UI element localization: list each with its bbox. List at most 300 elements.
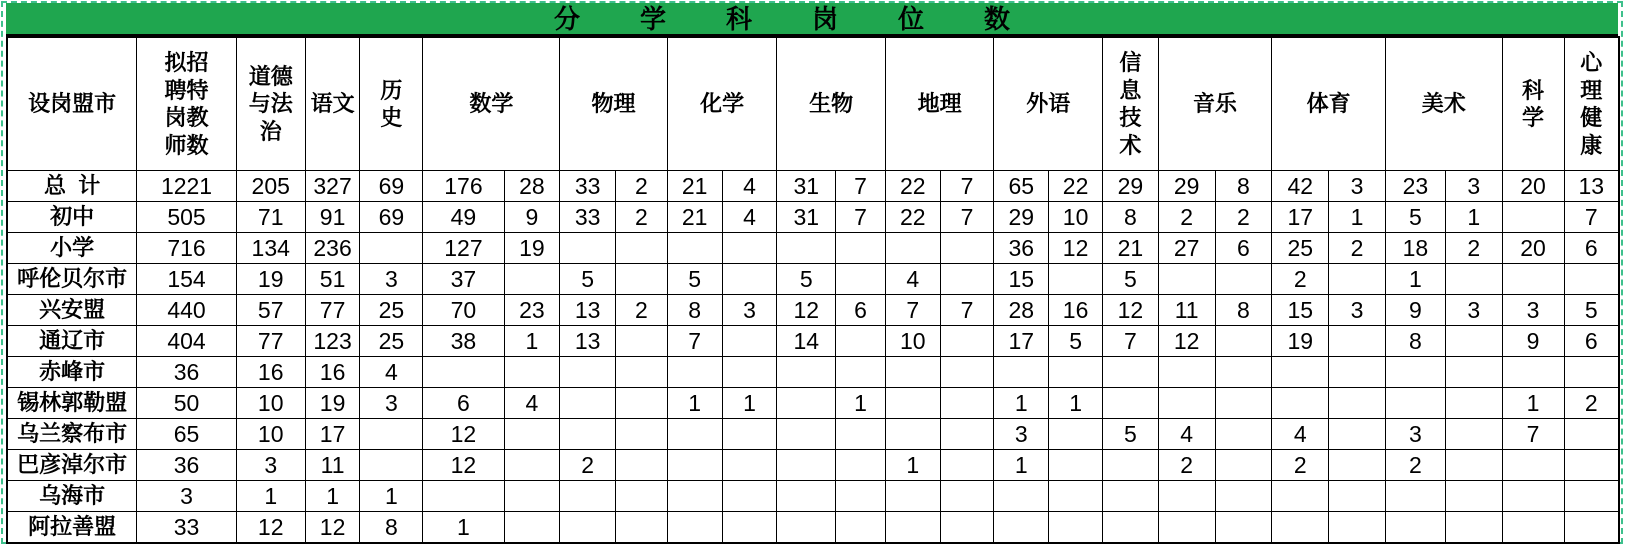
cell[interactable]: 327: [305, 171, 360, 202]
cell[interactable]: [1049, 357, 1103, 388]
cell[interactable]: 5: [1564, 295, 1619, 326]
cell[interactable]: 31: [777, 171, 836, 202]
cell[interactable]: 16: [236, 357, 305, 388]
cell[interactable]: 6: [1564, 233, 1619, 264]
cell[interactable]: 36: [137, 357, 236, 388]
cell[interactable]: 25: [360, 326, 423, 357]
cell[interactable]: 22: [885, 202, 940, 233]
cell[interactable]: [1445, 357, 1502, 388]
cell[interactable]: [836, 357, 886, 388]
cell[interactable]: 49: [423, 202, 504, 233]
header-cell[interactable]: [360, 37, 423, 171]
cell[interactable]: 1221: [137, 171, 236, 202]
cell[interactable]: 2: [616, 171, 668, 202]
cell[interactable]: [940, 481, 994, 512]
cell[interactable]: 13: [560, 326, 616, 357]
cell[interactable]: 4: [1158, 419, 1215, 450]
title-bar[interactable]: [6, 3, 1618, 36]
cell[interactable]: 21: [667, 171, 722, 202]
cell[interactable]: 29: [1158, 171, 1215, 202]
cell[interactable]: 1: [1502, 388, 1564, 419]
cell[interactable]: 10: [236, 419, 305, 450]
cell[interactable]: [360, 233, 423, 264]
cell[interactable]: [722, 450, 777, 481]
cell[interactable]: 23: [504, 295, 560, 326]
cell[interactable]: [1215, 264, 1272, 295]
cell[interactable]: 29: [994, 202, 1049, 233]
cell[interactable]: [885, 357, 940, 388]
cell[interactable]: 3: [1445, 171, 1502, 202]
cell[interactable]: [1215, 481, 1272, 512]
cell[interactable]: [1102, 481, 1158, 512]
cell[interactable]: 21: [1102, 233, 1158, 264]
cell[interactable]: 19: [504, 233, 560, 264]
cell[interactable]: [1502, 450, 1564, 481]
cell[interactable]: 127: [423, 233, 504, 264]
cell[interactable]: [1445, 264, 1502, 295]
cell[interactable]: 7: [1502, 419, 1564, 450]
cell[interactable]: [1272, 357, 1329, 388]
cell[interactable]: [1445, 512, 1502, 544]
cell[interactable]: 12: [1049, 233, 1103, 264]
cell[interactable]: [667, 512, 722, 544]
cell[interactable]: 13: [560, 295, 616, 326]
cell[interactable]: [777, 419, 836, 450]
cell[interactable]: 7: [885, 295, 940, 326]
cell[interactable]: 70: [423, 295, 504, 326]
cell[interactable]: [777, 233, 836, 264]
cell[interactable]: [1102, 450, 1158, 481]
cell[interactable]: [940, 388, 994, 419]
cell[interactable]: 1: [885, 450, 940, 481]
cell[interactable]: 27: [1158, 233, 1215, 264]
cell[interactable]: 2: [1329, 233, 1386, 264]
cell[interactable]: 8: [1215, 295, 1272, 326]
row-label[interactable]: 初中: [7, 202, 137, 233]
cell[interactable]: [1564, 419, 1619, 450]
cell[interactable]: 69: [360, 202, 423, 233]
cell[interactable]: [885, 481, 940, 512]
cell[interactable]: [1564, 512, 1619, 544]
cell[interactable]: [836, 233, 886, 264]
cell[interactable]: 5: [1385, 202, 1445, 233]
cell[interactable]: 10: [1049, 202, 1103, 233]
row-label[interactable]: 乌兰察布市: [7, 419, 137, 450]
cell[interactable]: 9: [504, 202, 560, 233]
cell[interactable]: 33: [137, 512, 236, 544]
cell[interactable]: 10: [885, 326, 940, 357]
cell[interactable]: 7: [836, 171, 886, 202]
cell[interactable]: 51: [305, 264, 360, 295]
cell[interactable]: 3: [722, 295, 777, 326]
cell[interactable]: [940, 419, 994, 450]
header-cell[interactable]: [1385, 37, 1502, 171]
cell[interactable]: [777, 357, 836, 388]
cell[interactable]: 36: [137, 450, 236, 481]
cell[interactable]: [504, 357, 560, 388]
cell[interactable]: 3: [1329, 295, 1386, 326]
cell[interactable]: [616, 233, 668, 264]
cell[interactable]: [1445, 481, 1502, 512]
cell[interactable]: 20: [1502, 171, 1564, 202]
cell[interactable]: 28: [994, 295, 1049, 326]
cell[interactable]: 1: [1049, 388, 1103, 419]
cell[interactable]: [1564, 264, 1619, 295]
cell[interactable]: 50: [137, 388, 236, 419]
cell[interactable]: [1158, 481, 1215, 512]
cell[interactable]: [777, 388, 836, 419]
cell[interactable]: [1445, 419, 1502, 450]
cell[interactable]: [722, 419, 777, 450]
cell[interactable]: 8: [1102, 202, 1158, 233]
cell[interactable]: [994, 357, 1049, 388]
cell[interactable]: [836, 419, 886, 450]
cell[interactable]: 3: [1385, 419, 1445, 450]
cell[interactable]: 6: [423, 388, 504, 419]
cell[interactable]: 505: [137, 202, 236, 233]
cell[interactable]: 3: [360, 388, 423, 419]
cell[interactable]: [616, 419, 668, 450]
cell[interactable]: [722, 481, 777, 512]
cell[interactable]: 29: [1102, 171, 1158, 202]
cell[interactable]: [1272, 512, 1329, 544]
row-label[interactable]: 锡林郭勒盟: [7, 388, 137, 419]
cell[interactable]: 716: [137, 233, 236, 264]
cell[interactable]: [504, 450, 560, 481]
cell[interactable]: [360, 450, 423, 481]
cell[interactable]: 3: [1329, 171, 1386, 202]
cell[interactable]: 5: [1049, 326, 1103, 357]
cell[interactable]: [1215, 419, 1272, 450]
corner-header-cell[interactable]: 设岗盟市: [7, 37, 137, 171]
cell[interactable]: [1564, 450, 1619, 481]
cell[interactable]: [1102, 512, 1158, 544]
cell[interactable]: [1445, 388, 1502, 419]
header-cell[interactable]: [1272, 37, 1386, 171]
cell[interactable]: [560, 357, 616, 388]
cell[interactable]: 21: [667, 202, 722, 233]
cell[interactable]: [722, 233, 777, 264]
cell[interactable]: 15: [994, 264, 1049, 295]
cell[interactable]: [994, 481, 1049, 512]
cell[interactable]: 154: [137, 264, 236, 295]
row-label[interactable]: 总 计: [7, 171, 137, 202]
header-cell[interactable]: [1158, 37, 1272, 171]
cell[interactable]: [560, 388, 616, 419]
cell[interactable]: [1215, 512, 1272, 544]
cell[interactable]: 31: [777, 202, 836, 233]
cell[interactable]: [885, 388, 940, 419]
row-label[interactable]: 巴彦淖尔市: [7, 450, 137, 481]
cell[interactable]: [504, 512, 560, 544]
cell[interactable]: 3: [994, 419, 1049, 450]
cell[interactable]: [504, 419, 560, 450]
cell[interactable]: [1049, 264, 1103, 295]
cell[interactable]: 12: [1102, 295, 1158, 326]
cell[interactable]: 36: [994, 233, 1049, 264]
cell[interactable]: 2: [1445, 233, 1502, 264]
cell[interactable]: 12: [305, 512, 360, 544]
cell[interactable]: [1445, 326, 1502, 357]
cell[interactable]: 236: [305, 233, 360, 264]
cell[interactable]: 1: [1445, 202, 1502, 233]
cell[interactable]: 7: [940, 202, 994, 233]
cell[interactable]: [836, 326, 886, 357]
cell[interactable]: [940, 264, 994, 295]
cell[interactable]: [1385, 512, 1445, 544]
cell[interactable]: [1215, 450, 1272, 481]
row-label[interactable]: 呼伦贝尔市: [7, 264, 137, 295]
cell[interactable]: 1: [305, 481, 360, 512]
header-cell[interactable]: [1502, 37, 1564, 171]
cell[interactable]: [560, 481, 616, 512]
cell[interactable]: 17: [305, 419, 360, 450]
cell[interactable]: 10: [236, 388, 305, 419]
cell[interactable]: 65: [994, 171, 1049, 202]
cell[interactable]: [722, 357, 777, 388]
cell[interactable]: 69: [360, 171, 423, 202]
cell[interactable]: [1215, 357, 1272, 388]
cell[interactable]: 134: [236, 233, 305, 264]
cell[interactable]: 13: [1564, 171, 1619, 202]
cell[interactable]: [667, 419, 722, 450]
cell[interactable]: 28: [504, 171, 560, 202]
cell[interactable]: 9: [1385, 295, 1445, 326]
row-label[interactable]: 乌海市: [7, 481, 137, 512]
cell[interactable]: 1: [236, 481, 305, 512]
cell[interactable]: 91: [305, 202, 360, 233]
cell[interactable]: 7: [1102, 326, 1158, 357]
cell[interactable]: 25: [360, 295, 423, 326]
cell[interactable]: [1272, 481, 1329, 512]
row-label[interactable]: 赤峰市: [7, 357, 137, 388]
cell[interactable]: 5: [560, 264, 616, 295]
cell[interactable]: 3: [1502, 295, 1564, 326]
cell[interactable]: [1329, 326, 1386, 357]
cell[interactable]: [777, 512, 836, 544]
cell[interactable]: [423, 357, 504, 388]
cell[interactable]: [1049, 419, 1103, 450]
cell[interactable]: [667, 233, 722, 264]
cell[interactable]: 4: [885, 264, 940, 295]
cell[interactable]: [504, 481, 560, 512]
cell[interactable]: 19: [305, 388, 360, 419]
cell[interactable]: [616, 388, 668, 419]
cell[interactable]: [560, 512, 616, 544]
cell[interactable]: 3: [360, 264, 423, 295]
cell[interactable]: 15: [1272, 295, 1329, 326]
cell[interactable]: 2: [1158, 450, 1215, 481]
cell[interactable]: 37: [423, 264, 504, 295]
cell[interactable]: 11: [305, 450, 360, 481]
header-cell[interactable]: [423, 37, 560, 171]
cell[interactable]: 20: [1502, 233, 1564, 264]
cell[interactable]: 5: [777, 264, 836, 295]
cell[interactable]: 7: [940, 171, 994, 202]
cell[interactable]: 2: [616, 295, 668, 326]
cell[interactable]: 4: [722, 202, 777, 233]
cell[interactable]: 33: [560, 202, 616, 233]
cell[interactable]: 1: [994, 388, 1049, 419]
cell[interactable]: [836, 512, 886, 544]
cell[interactable]: 17: [994, 326, 1049, 357]
cell[interactable]: 4: [1272, 419, 1329, 450]
row-label[interactable]: 阿拉善盟: [7, 512, 137, 544]
cell[interactable]: 2: [560, 450, 616, 481]
cell[interactable]: 18: [1385, 233, 1445, 264]
cell[interactable]: 176: [423, 171, 504, 202]
cell[interactable]: 2: [616, 202, 668, 233]
cell[interactable]: 3: [236, 450, 305, 481]
cell[interactable]: [616, 357, 668, 388]
cell[interactable]: [722, 326, 777, 357]
cell[interactable]: [616, 481, 668, 512]
cell[interactable]: [667, 481, 722, 512]
cell[interactable]: [1329, 481, 1386, 512]
header-cell[interactable]: [667, 37, 777, 171]
cell[interactable]: 1: [836, 388, 886, 419]
cell[interactable]: 6: [836, 295, 886, 326]
cell[interactable]: [1445, 450, 1502, 481]
cell[interactable]: [1385, 481, 1445, 512]
header-cell[interactable]: [137, 37, 236, 171]
cell[interactable]: 14: [777, 326, 836, 357]
cell[interactable]: 4: [360, 357, 423, 388]
cell[interactable]: [1049, 450, 1103, 481]
cell[interactable]: 205: [236, 171, 305, 202]
cell[interactable]: 8: [360, 512, 423, 544]
cell[interactable]: [616, 512, 668, 544]
cell[interactable]: 7: [836, 202, 886, 233]
cell[interactable]: 19: [236, 264, 305, 295]
cell[interactable]: 12: [236, 512, 305, 544]
cell[interactable]: [722, 512, 777, 544]
cell[interactable]: 4: [722, 171, 777, 202]
cell[interactable]: [1158, 512, 1215, 544]
cell[interactable]: 2: [1272, 264, 1329, 295]
cell[interactable]: 17: [1272, 202, 1329, 233]
cell[interactable]: 1: [722, 388, 777, 419]
cell[interactable]: 57: [236, 295, 305, 326]
cell[interactable]: [504, 264, 560, 295]
cell[interactable]: 12: [423, 450, 504, 481]
cell[interactable]: [836, 264, 886, 295]
cell[interactable]: [1329, 388, 1386, 419]
cell[interactable]: 8: [1385, 326, 1445, 357]
cell[interactable]: 1: [360, 481, 423, 512]
row-label[interactable]: 小学: [7, 233, 137, 264]
cell[interactable]: [722, 264, 777, 295]
cell[interactable]: 16: [1049, 295, 1103, 326]
cell[interactable]: 1: [1385, 264, 1445, 295]
header-cell[interactable]: [994, 37, 1103, 171]
cell[interactable]: [885, 512, 940, 544]
cell[interactable]: [836, 450, 886, 481]
cell[interactable]: 1: [994, 450, 1049, 481]
cell[interactable]: [423, 481, 504, 512]
cell[interactable]: [940, 326, 994, 357]
cell[interactable]: 7: [940, 295, 994, 326]
cell[interactable]: [560, 233, 616, 264]
cell[interactable]: [1158, 264, 1215, 295]
cell[interactable]: 12: [1158, 326, 1215, 357]
cell[interactable]: [360, 419, 423, 450]
cell[interactable]: 8: [1215, 171, 1272, 202]
cell[interactable]: 2: [1158, 202, 1215, 233]
cell[interactable]: [1329, 419, 1386, 450]
cell[interactable]: 404: [137, 326, 236, 357]
cell[interactable]: [1329, 450, 1386, 481]
cell[interactable]: 11: [1158, 295, 1215, 326]
cell[interactable]: [616, 326, 668, 357]
cell[interactable]: [940, 357, 994, 388]
cell[interactable]: [1502, 357, 1564, 388]
cell[interactable]: [667, 450, 722, 481]
row-label[interactable]: 通辽市: [7, 326, 137, 357]
header-cell[interactable]: [305, 37, 360, 171]
cell[interactable]: 71: [236, 202, 305, 233]
cell[interactable]: [1502, 202, 1564, 233]
cell[interactable]: 22: [885, 171, 940, 202]
cell[interactable]: [1502, 512, 1564, 544]
cell[interactable]: 123: [305, 326, 360, 357]
cell[interactable]: [1102, 357, 1158, 388]
header-cell[interactable]: [1564, 37, 1619, 171]
cell[interactable]: 7: [667, 326, 722, 357]
cell[interactable]: [885, 419, 940, 450]
header-cell[interactable]: [777, 37, 886, 171]
cell[interactable]: 1: [1329, 202, 1386, 233]
header-cell[interactable]: [236, 37, 305, 171]
cell[interactable]: [560, 419, 616, 450]
cell[interactable]: 77: [305, 295, 360, 326]
cell[interactable]: [1158, 357, 1215, 388]
cell[interactable]: [1564, 357, 1619, 388]
cell[interactable]: 3: [1445, 295, 1502, 326]
cell[interactable]: 3: [137, 481, 236, 512]
cell[interactable]: [777, 481, 836, 512]
cell[interactable]: 2: [1215, 202, 1272, 233]
cell[interactable]: [1564, 481, 1619, 512]
cell[interactable]: 1: [423, 512, 504, 544]
cell[interactable]: [777, 450, 836, 481]
cell[interactable]: 9: [1502, 326, 1564, 357]
cell[interactable]: [1502, 264, 1564, 295]
cell[interactable]: [616, 450, 668, 481]
cell[interactable]: 5: [667, 264, 722, 295]
cell[interactable]: [1102, 388, 1158, 419]
header-cell[interactable]: [1102, 37, 1158, 171]
cell[interactable]: [994, 512, 1049, 544]
header-cell[interactable]: [560, 37, 668, 171]
cell[interactable]: [1385, 357, 1445, 388]
row-label[interactable]: 兴安盟: [7, 295, 137, 326]
cell[interactable]: 2: [1272, 450, 1329, 481]
cell[interactable]: 23: [1385, 171, 1445, 202]
cell[interactable]: 33: [560, 171, 616, 202]
header-cell[interactable]: [885, 37, 994, 171]
cell[interactable]: 16: [305, 357, 360, 388]
cell[interactable]: [1215, 388, 1272, 419]
cell[interactable]: [1215, 326, 1272, 357]
cell[interactable]: [1329, 512, 1386, 544]
cell[interactable]: [1329, 264, 1386, 295]
cell[interactable]: 8: [667, 295, 722, 326]
cell[interactable]: 77: [236, 326, 305, 357]
cell[interactable]: 12: [423, 419, 504, 450]
cell[interactable]: [1272, 388, 1329, 419]
cell[interactable]: 42: [1272, 171, 1329, 202]
